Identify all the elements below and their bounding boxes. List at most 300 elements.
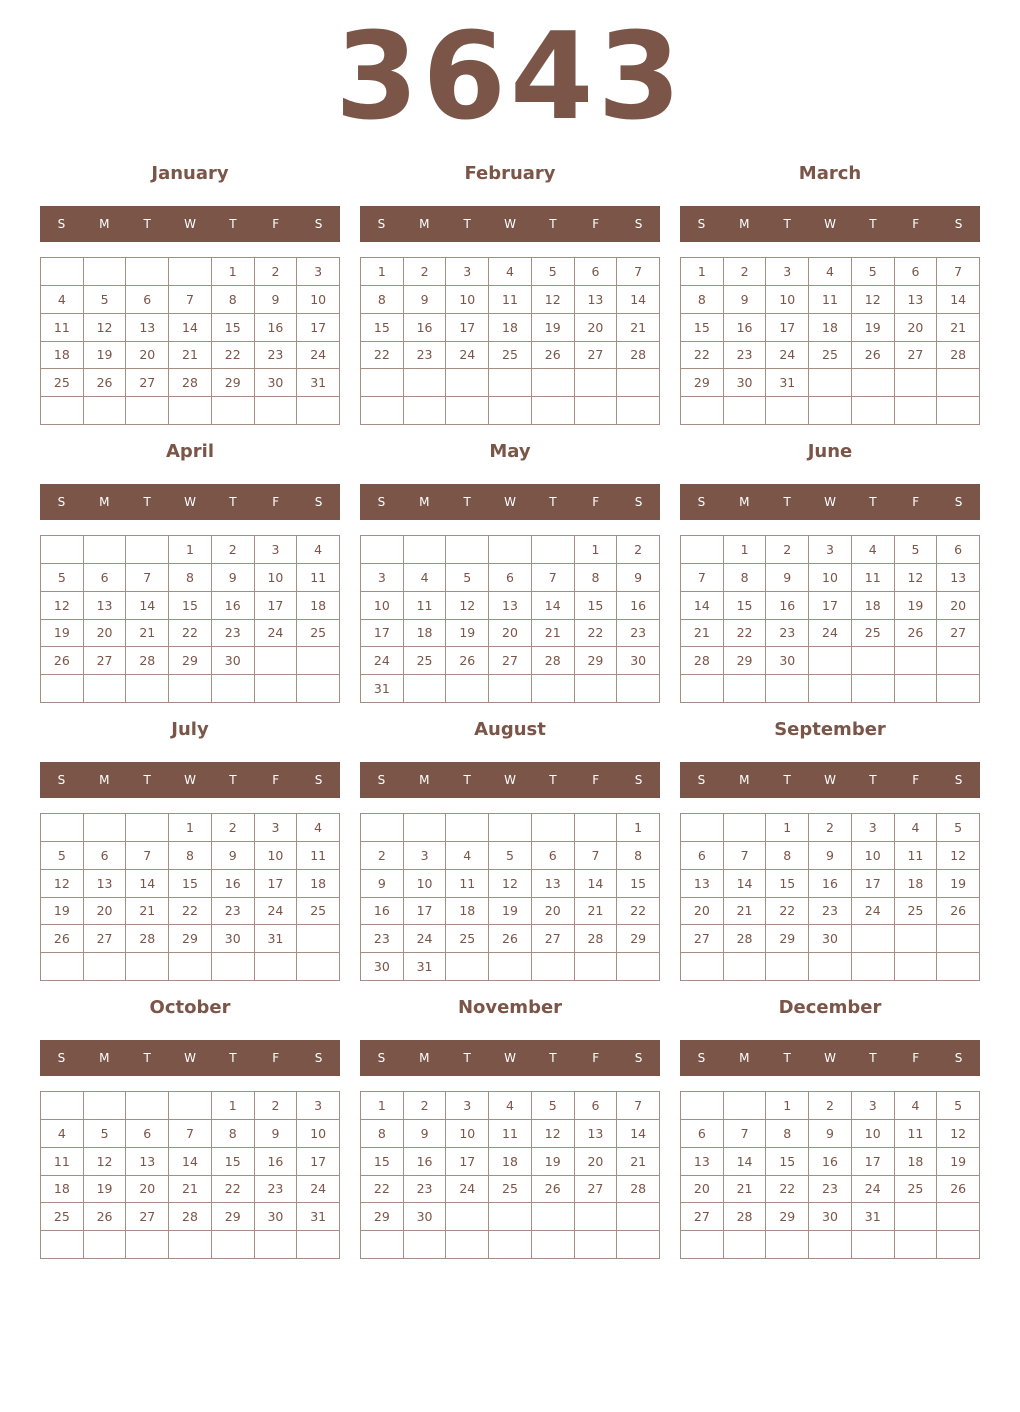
- day-cell: [809, 647, 852, 675]
- day-cell: 9: [766, 564, 809, 592]
- weekday-header: [360, 484, 660, 520]
- day-cell: 24: [361, 647, 404, 675]
- weekday-label: W: [824, 217, 836, 231]
- day-cell: 23: [255, 342, 298, 370]
- day-cell: 4: [41, 286, 84, 314]
- day-cell: 29: [169, 647, 212, 675]
- day-cell: 12: [489, 870, 532, 898]
- day-cell: 14: [724, 870, 767, 898]
- day-cell: 23: [255, 1176, 298, 1204]
- day-cell: [84, 953, 127, 981]
- day-cell: [297, 1231, 340, 1259]
- day-cell: 9: [404, 1120, 447, 1148]
- day-cell: [852, 397, 895, 425]
- day-cell: 23: [212, 898, 255, 926]
- day-cell: 8: [766, 842, 809, 870]
- day-cell: 2: [404, 1092, 447, 1120]
- day-cell: 17: [255, 592, 298, 620]
- month-name: November: [457, 997, 563, 1018]
- day-cell: [41, 814, 84, 842]
- day-cell: 16: [404, 1148, 447, 1176]
- day-cell: 5: [41, 842, 84, 870]
- day-cell: 31: [297, 369, 340, 397]
- day-cell: 20: [681, 898, 724, 926]
- day-cell: 29: [212, 369, 255, 397]
- day-cell: 19: [84, 1176, 127, 1204]
- day-cell: 8: [212, 286, 255, 314]
- day-cell: [169, 953, 212, 981]
- day-cell: 30: [255, 369, 298, 397]
- day-cell: 7: [724, 1120, 767, 1148]
- day-cell: 4: [41, 1120, 84, 1148]
- day-cell: 24: [297, 1176, 340, 1204]
- weekday-label: F: [592, 495, 600, 509]
- day-cell: 2: [212, 536, 255, 564]
- day-cell: 14: [724, 1148, 767, 1176]
- day-cell: 6: [937, 536, 980, 564]
- day-cell: 22: [361, 1176, 404, 1204]
- day-cell: [937, 397, 980, 425]
- day-cell: [126, 1231, 169, 1259]
- day-cell: 19: [84, 342, 127, 370]
- day-cell: 1: [169, 814, 212, 842]
- day-cell: [212, 675, 255, 703]
- weekday-label: T: [229, 773, 237, 787]
- day-cell: [895, 369, 938, 397]
- day-cell: 16: [617, 592, 660, 620]
- day-cell: 18: [852, 592, 895, 620]
- weekday-label: T: [463, 1051, 471, 1065]
- day-cell: 28: [617, 342, 660, 370]
- day-cell: 6: [126, 286, 169, 314]
- day-cell: 19: [895, 592, 938, 620]
- weekday-label: T: [143, 217, 151, 231]
- day-cell: 23: [724, 342, 767, 370]
- day-cell: 20: [126, 342, 169, 370]
- day-cell: 3: [852, 1092, 895, 1120]
- weekday-label: W: [184, 217, 196, 231]
- day-cell: [41, 1092, 84, 1120]
- day-cell: 25: [297, 620, 340, 648]
- day-cell: 15: [212, 1148, 255, 1176]
- day-cell: 19: [489, 898, 532, 926]
- day-cell: 6: [489, 564, 532, 592]
- day-cell: [361, 369, 404, 397]
- day-cell: [766, 675, 809, 703]
- weekday-label: T: [869, 1051, 877, 1065]
- day-cell: 28: [724, 925, 767, 953]
- day-cell: 25: [489, 342, 532, 370]
- weekday-label: T: [463, 217, 471, 231]
- day-cell: 24: [404, 925, 447, 953]
- day-cell: 8: [766, 1120, 809, 1148]
- day-cell: 20: [84, 898, 127, 926]
- day-cell: 10: [852, 1120, 895, 1148]
- weekday-label: S: [697, 1051, 706, 1065]
- day-cell: [126, 397, 169, 425]
- weekday-label: S: [377, 1051, 386, 1065]
- day-cell: 4: [489, 258, 532, 286]
- day-cell: 5: [84, 286, 127, 314]
- day-cell: 9: [212, 842, 255, 870]
- day-cell: 30: [617, 647, 660, 675]
- day-cell: 14: [937, 286, 980, 314]
- day-cell: [297, 647, 340, 675]
- day-cell: 12: [937, 842, 980, 870]
- day-cell: 2: [724, 258, 767, 286]
- day-cell: 21: [169, 342, 212, 370]
- day-cell: 16: [766, 592, 809, 620]
- weekday-label: S: [314, 217, 323, 231]
- day-cell: 13: [532, 870, 575, 898]
- day-cell: [617, 369, 660, 397]
- day-cell: [724, 397, 767, 425]
- day-cell: [809, 369, 852, 397]
- day-cell: 31: [361, 675, 404, 703]
- day-cell: 11: [895, 842, 938, 870]
- day-cell: 21: [126, 898, 169, 926]
- day-cell: [126, 814, 169, 842]
- day-cell: 27: [532, 925, 575, 953]
- day-cell: 21: [937, 314, 980, 342]
- weekday-label: F: [912, 773, 920, 787]
- day-cell: 8: [617, 842, 660, 870]
- day-cell: 6: [84, 564, 127, 592]
- day-cell: 27: [126, 1203, 169, 1231]
- day-cell: 6: [681, 1120, 724, 1148]
- day-cell: 29: [361, 1203, 404, 1231]
- day-cell: 16: [404, 314, 447, 342]
- day-cell: 4: [297, 814, 340, 842]
- day-cell: 26: [41, 925, 84, 953]
- day-cell: 9: [255, 286, 298, 314]
- day-cell: 26: [489, 925, 532, 953]
- day-cell: 22: [212, 1176, 255, 1204]
- day-cell: 1: [212, 1092, 255, 1120]
- day-cell: 13: [575, 1120, 618, 1148]
- day-cell: 13: [937, 564, 980, 592]
- day-cell: [532, 675, 575, 703]
- day-cell: 8: [361, 286, 404, 314]
- day-cell: 24: [297, 342, 340, 370]
- day-cell: [575, 397, 618, 425]
- day-cell: 17: [809, 592, 852, 620]
- day-cell: 2: [212, 814, 255, 842]
- day-cell: [532, 953, 575, 981]
- day-cell: 8: [169, 842, 212, 870]
- day-cell: 25: [446, 925, 489, 953]
- day-cell: [169, 1092, 212, 1120]
- day-cell: [489, 1203, 532, 1231]
- day-cell: 11: [809, 286, 852, 314]
- day-cell: 19: [532, 1148, 575, 1176]
- day-cell: [84, 675, 127, 703]
- day-cell: [575, 1231, 618, 1259]
- day-cell: [809, 675, 852, 703]
- weekday-label: T: [549, 217, 557, 231]
- weekday-label: M: [419, 773, 430, 787]
- weekday-label: S: [954, 217, 963, 231]
- day-cell: 29: [169, 925, 212, 953]
- day-cell: 2: [255, 258, 298, 286]
- day-cell: [575, 814, 618, 842]
- day-cell: 13: [895, 286, 938, 314]
- day-cell: [169, 675, 212, 703]
- day-cell: 11: [446, 870, 489, 898]
- day-cell: [255, 1231, 298, 1259]
- weekday-header: [40, 484, 340, 520]
- day-cell: 20: [575, 314, 618, 342]
- day-cell: [766, 953, 809, 981]
- day-cell: 18: [446, 898, 489, 926]
- day-cell: [532, 1203, 575, 1231]
- day-cell: [361, 1231, 404, 1259]
- day-cell: [809, 397, 852, 425]
- day-cell: [575, 1203, 618, 1231]
- day-cell: [852, 925, 895, 953]
- day-cell: 13: [575, 286, 618, 314]
- day-grid: [360, 1091, 660, 1259]
- day-cell: 11: [297, 564, 340, 592]
- month-name: September: [774, 719, 886, 740]
- weekday-label: M: [739, 495, 750, 509]
- day-cell: 12: [532, 1120, 575, 1148]
- day-cell: 22: [724, 620, 767, 648]
- weekday-label: S: [314, 773, 323, 787]
- day-cell: 23: [617, 620, 660, 648]
- day-cell: 10: [852, 842, 895, 870]
- day-cell: 15: [212, 314, 255, 342]
- day-cell: 12: [895, 564, 938, 592]
- weekday-label: T: [549, 773, 557, 787]
- day-cell: 23: [212, 620, 255, 648]
- day-cell: 26: [532, 342, 575, 370]
- day-cell: 21: [617, 1148, 660, 1176]
- weekday-label: S: [634, 217, 643, 231]
- day-cell: 22: [361, 342, 404, 370]
- day-cell: 14: [617, 1120, 660, 1148]
- day-cell: [489, 814, 532, 842]
- day-cell: 19: [937, 1148, 980, 1176]
- day-cell: 3: [255, 536, 298, 564]
- weekday-label: F: [592, 773, 600, 787]
- day-cell: [852, 1231, 895, 1259]
- day-cell: 1: [617, 814, 660, 842]
- day-cell: 6: [126, 1120, 169, 1148]
- weekday-label: F: [912, 217, 920, 231]
- day-cell: [126, 536, 169, 564]
- day-cell: 9: [255, 1120, 298, 1148]
- day-cell: [617, 397, 660, 425]
- day-cell: 31: [255, 925, 298, 953]
- weekday-label: T: [869, 217, 877, 231]
- day-cell: [937, 1231, 980, 1259]
- day-cell: 31: [852, 1203, 895, 1231]
- day-cell: [681, 675, 724, 703]
- day-cell: [937, 675, 980, 703]
- day-cell: 25: [895, 1176, 938, 1204]
- day-cell: 23: [404, 1176, 447, 1204]
- weekday-label: S: [954, 773, 963, 787]
- day-cell: 13: [84, 870, 127, 898]
- day-cell: 12: [84, 1148, 127, 1176]
- day-cell: 7: [575, 842, 618, 870]
- day-cell: 10: [297, 286, 340, 314]
- day-cell: 30: [724, 369, 767, 397]
- day-cell: 8: [169, 564, 212, 592]
- day-cell: 16: [255, 1148, 298, 1176]
- day-cell: [84, 536, 127, 564]
- day-cell: 24: [446, 1176, 489, 1204]
- day-cell: 8: [724, 564, 767, 592]
- day-cell: [852, 675, 895, 703]
- day-cell: 1: [212, 258, 255, 286]
- day-cell: 21: [617, 314, 660, 342]
- day-cell: [895, 1231, 938, 1259]
- day-cell: 12: [41, 592, 84, 620]
- day-cell: [724, 675, 767, 703]
- day-grid: [40, 535, 340, 703]
- day-cell: 13: [681, 870, 724, 898]
- day-cell: [852, 647, 895, 675]
- day-cell: 17: [255, 870, 298, 898]
- day-cell: 6: [84, 842, 127, 870]
- day-cell: [937, 953, 980, 981]
- day-cell: 12: [852, 286, 895, 314]
- day-cell: 23: [809, 898, 852, 926]
- day-cell: 24: [255, 898, 298, 926]
- day-cell: 26: [532, 1176, 575, 1204]
- weekday-label: T: [783, 495, 791, 509]
- day-cell: 21: [681, 620, 724, 648]
- day-cell: [41, 953, 84, 981]
- day-cell: [404, 536, 447, 564]
- day-cell: 5: [532, 258, 575, 286]
- weekday-label: S: [634, 1051, 643, 1065]
- weekday-label: S: [57, 773, 66, 787]
- year-title: 3643: [335, 8, 685, 147]
- day-cell: 1: [766, 1092, 809, 1120]
- day-cell: 6: [895, 258, 938, 286]
- day-grid: [360, 257, 660, 425]
- day-cell: 4: [895, 1092, 938, 1120]
- day-cell: 4: [489, 1092, 532, 1120]
- day-cell: [617, 953, 660, 981]
- day-cell: 2: [809, 1092, 852, 1120]
- day-cell: 26: [937, 1176, 980, 1204]
- day-cell: 24: [446, 342, 489, 370]
- day-cell: 25: [895, 898, 938, 926]
- day-cell: 20: [681, 1176, 724, 1204]
- day-cell: [532, 536, 575, 564]
- day-cell: 20: [895, 314, 938, 342]
- weekday-label: T: [463, 495, 471, 509]
- day-cell: 14: [617, 286, 660, 314]
- day-cell: 29: [681, 369, 724, 397]
- day-cell: 1: [724, 536, 767, 564]
- day-cell: 26: [84, 369, 127, 397]
- day-cell: 22: [169, 620, 212, 648]
- day-cell: 22: [575, 620, 618, 648]
- day-cell: 20: [532, 898, 575, 926]
- day-cell: 13: [681, 1148, 724, 1176]
- day-cell: [617, 1203, 660, 1231]
- day-cell: 1: [361, 258, 404, 286]
- weekday-header: [680, 762, 980, 798]
- day-cell: 19: [532, 314, 575, 342]
- day-cell: 16: [212, 870, 255, 898]
- day-cell: 15: [575, 592, 618, 620]
- day-cell: 10: [361, 592, 404, 620]
- day-cell: 21: [532, 620, 575, 648]
- day-cell: 12: [446, 592, 489, 620]
- day-cell: 12: [937, 1120, 980, 1148]
- day-cell: 6: [532, 842, 575, 870]
- weekday-label: F: [592, 217, 600, 231]
- day-cell: 31: [766, 369, 809, 397]
- day-cell: 17: [297, 1148, 340, 1176]
- day-cell: 24: [852, 1176, 895, 1204]
- month-name: February: [464, 163, 556, 184]
- day-cell: [255, 675, 298, 703]
- weekday-label: S: [634, 773, 643, 787]
- day-cell: 24: [809, 620, 852, 648]
- day-cell: [126, 953, 169, 981]
- day-cell: 20: [489, 620, 532, 648]
- day-cell: 18: [489, 314, 532, 342]
- day-cell: 7: [169, 1120, 212, 1148]
- day-cell: [446, 397, 489, 425]
- weekday-label: S: [954, 495, 963, 509]
- day-cell: [255, 647, 298, 675]
- weekday-label: M: [419, 217, 430, 231]
- weekday-label: M: [739, 773, 750, 787]
- day-cell: 15: [617, 870, 660, 898]
- day-cell: 17: [446, 314, 489, 342]
- weekday-label: S: [57, 495, 66, 509]
- day-cell: [255, 397, 298, 425]
- day-cell: 5: [446, 564, 489, 592]
- weekday-label: T: [869, 495, 877, 509]
- day-cell: 10: [255, 842, 298, 870]
- weekday-label: M: [739, 1051, 750, 1065]
- day-cell: 25: [489, 1176, 532, 1204]
- day-cell: 29: [575, 647, 618, 675]
- weekday-label: F: [592, 1051, 600, 1065]
- weekday-label: W: [504, 495, 516, 509]
- day-grid: [680, 257, 980, 425]
- day-cell: 14: [169, 1148, 212, 1176]
- day-cell: [895, 925, 938, 953]
- day-cell: 21: [575, 898, 618, 926]
- day-cell: [809, 953, 852, 981]
- day-cell: [84, 1231, 127, 1259]
- weekday-label: F: [272, 217, 280, 231]
- weekday-label: W: [824, 495, 836, 509]
- day-cell: 22: [766, 1176, 809, 1204]
- day-cell: 9: [809, 1120, 852, 1148]
- day-cell: [681, 1092, 724, 1120]
- day-cell: 11: [404, 592, 447, 620]
- day-cell: 29: [724, 647, 767, 675]
- day-cell: 29: [766, 925, 809, 953]
- day-cell: 25: [404, 647, 447, 675]
- day-cell: 4: [446, 842, 489, 870]
- weekday-label: S: [377, 217, 386, 231]
- month-name: April: [165, 441, 215, 462]
- day-cell: 19: [41, 620, 84, 648]
- month-name: July: [171, 719, 209, 740]
